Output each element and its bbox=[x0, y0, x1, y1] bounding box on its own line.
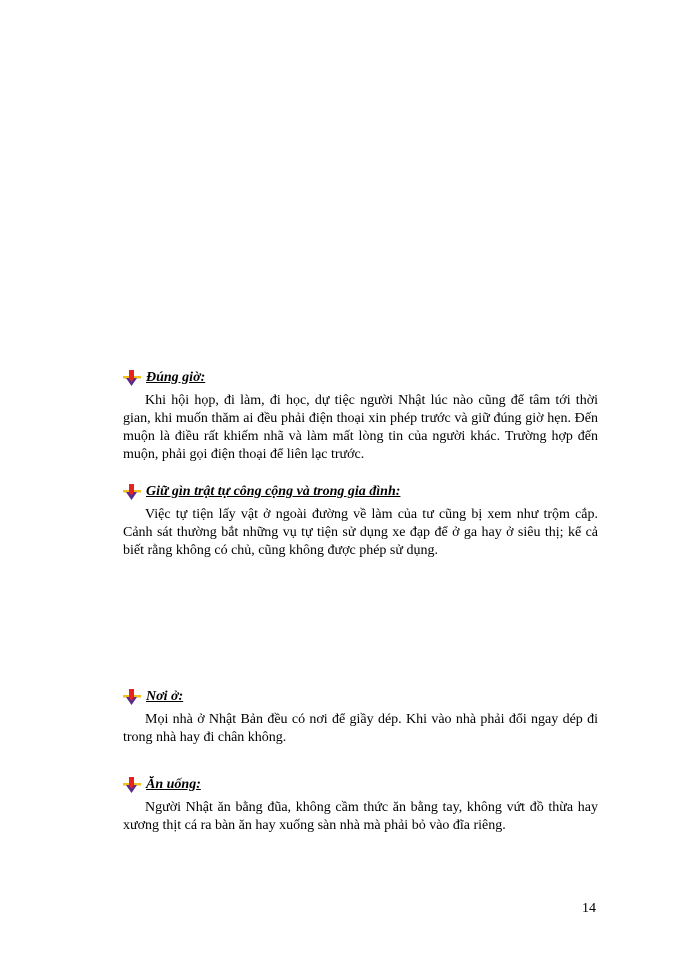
down-arrow-bullet-icon bbox=[123, 370, 141, 386]
section-heading-text: Ăn uống: bbox=[146, 777, 201, 792]
section-heading bbox=[123, 481, 598, 503]
section-heading bbox=[123, 686, 598, 708]
down-arrow-bullet-icon bbox=[123, 689, 141, 705]
section-heading-text: Đúng giờ: bbox=[146, 370, 206, 385]
section-heading-text: Giữ gìn trật tự công cộng và trong gia đình: bbox=[146, 484, 401, 499]
section-heading-text: Nơi ở: bbox=[146, 689, 184, 704]
section-heading bbox=[123, 774, 598, 796]
section-an-uong bbox=[123, 774, 598, 835]
page-number: 14 bbox=[582, 901, 596, 916]
section-paragraph: Người Nhật ăn bằng đũa, không cầm thức ăn bằng tay, không vứt đồ thừa hay xương thịt cá ra bàn ăn hay xuống sàn nhà mà phải bỏ vào đĩa riêng. bbox=[123, 800, 598, 833]
section-paragraph: Khi hội họp, đi làm, đi học, dự tiệc người Nhật lúc nào cũng để tâm tới thời gian, khi muốn thăm ai đều phải điện thoại xin phép trước và giữ đúng giờ hẹn. Đến muộn là điều rất khiếm nhã và làm mất lòng tin của người khác. Trường hợp đến muộn, phải gọi điện thoại để liên lạc trước. bbox=[123, 393, 598, 462]
section-paragraph: Việc tự tiện lấy vật ở ngoài đường về làm của tư cũng bị xem như trộm cắp. Cảnh sát thường bắt những vụ tự tiện sử dụng xe đạp để ở ga hay ở siêu thị; kể cả biết rằng không có chủ, cũng không được phép sử dụng. bbox=[123, 507, 598, 558]
down-arrow-bullet-icon bbox=[123, 484, 141, 500]
down-arrow-bullet-icon bbox=[123, 777, 141, 793]
section-noi-o bbox=[123, 686, 598, 747]
section-heading bbox=[123, 367, 598, 389]
section-giu-gin-trat-tu bbox=[123, 481, 598, 560]
section-paragraph: Mọi nhà ở Nhật Bản đều có nơi để giầy dép. Khi vào nhà phải đổi ngay dép đi trong nhà hay đi chân không. bbox=[123, 712, 598, 745]
section-dung-gio bbox=[123, 367, 598, 464]
